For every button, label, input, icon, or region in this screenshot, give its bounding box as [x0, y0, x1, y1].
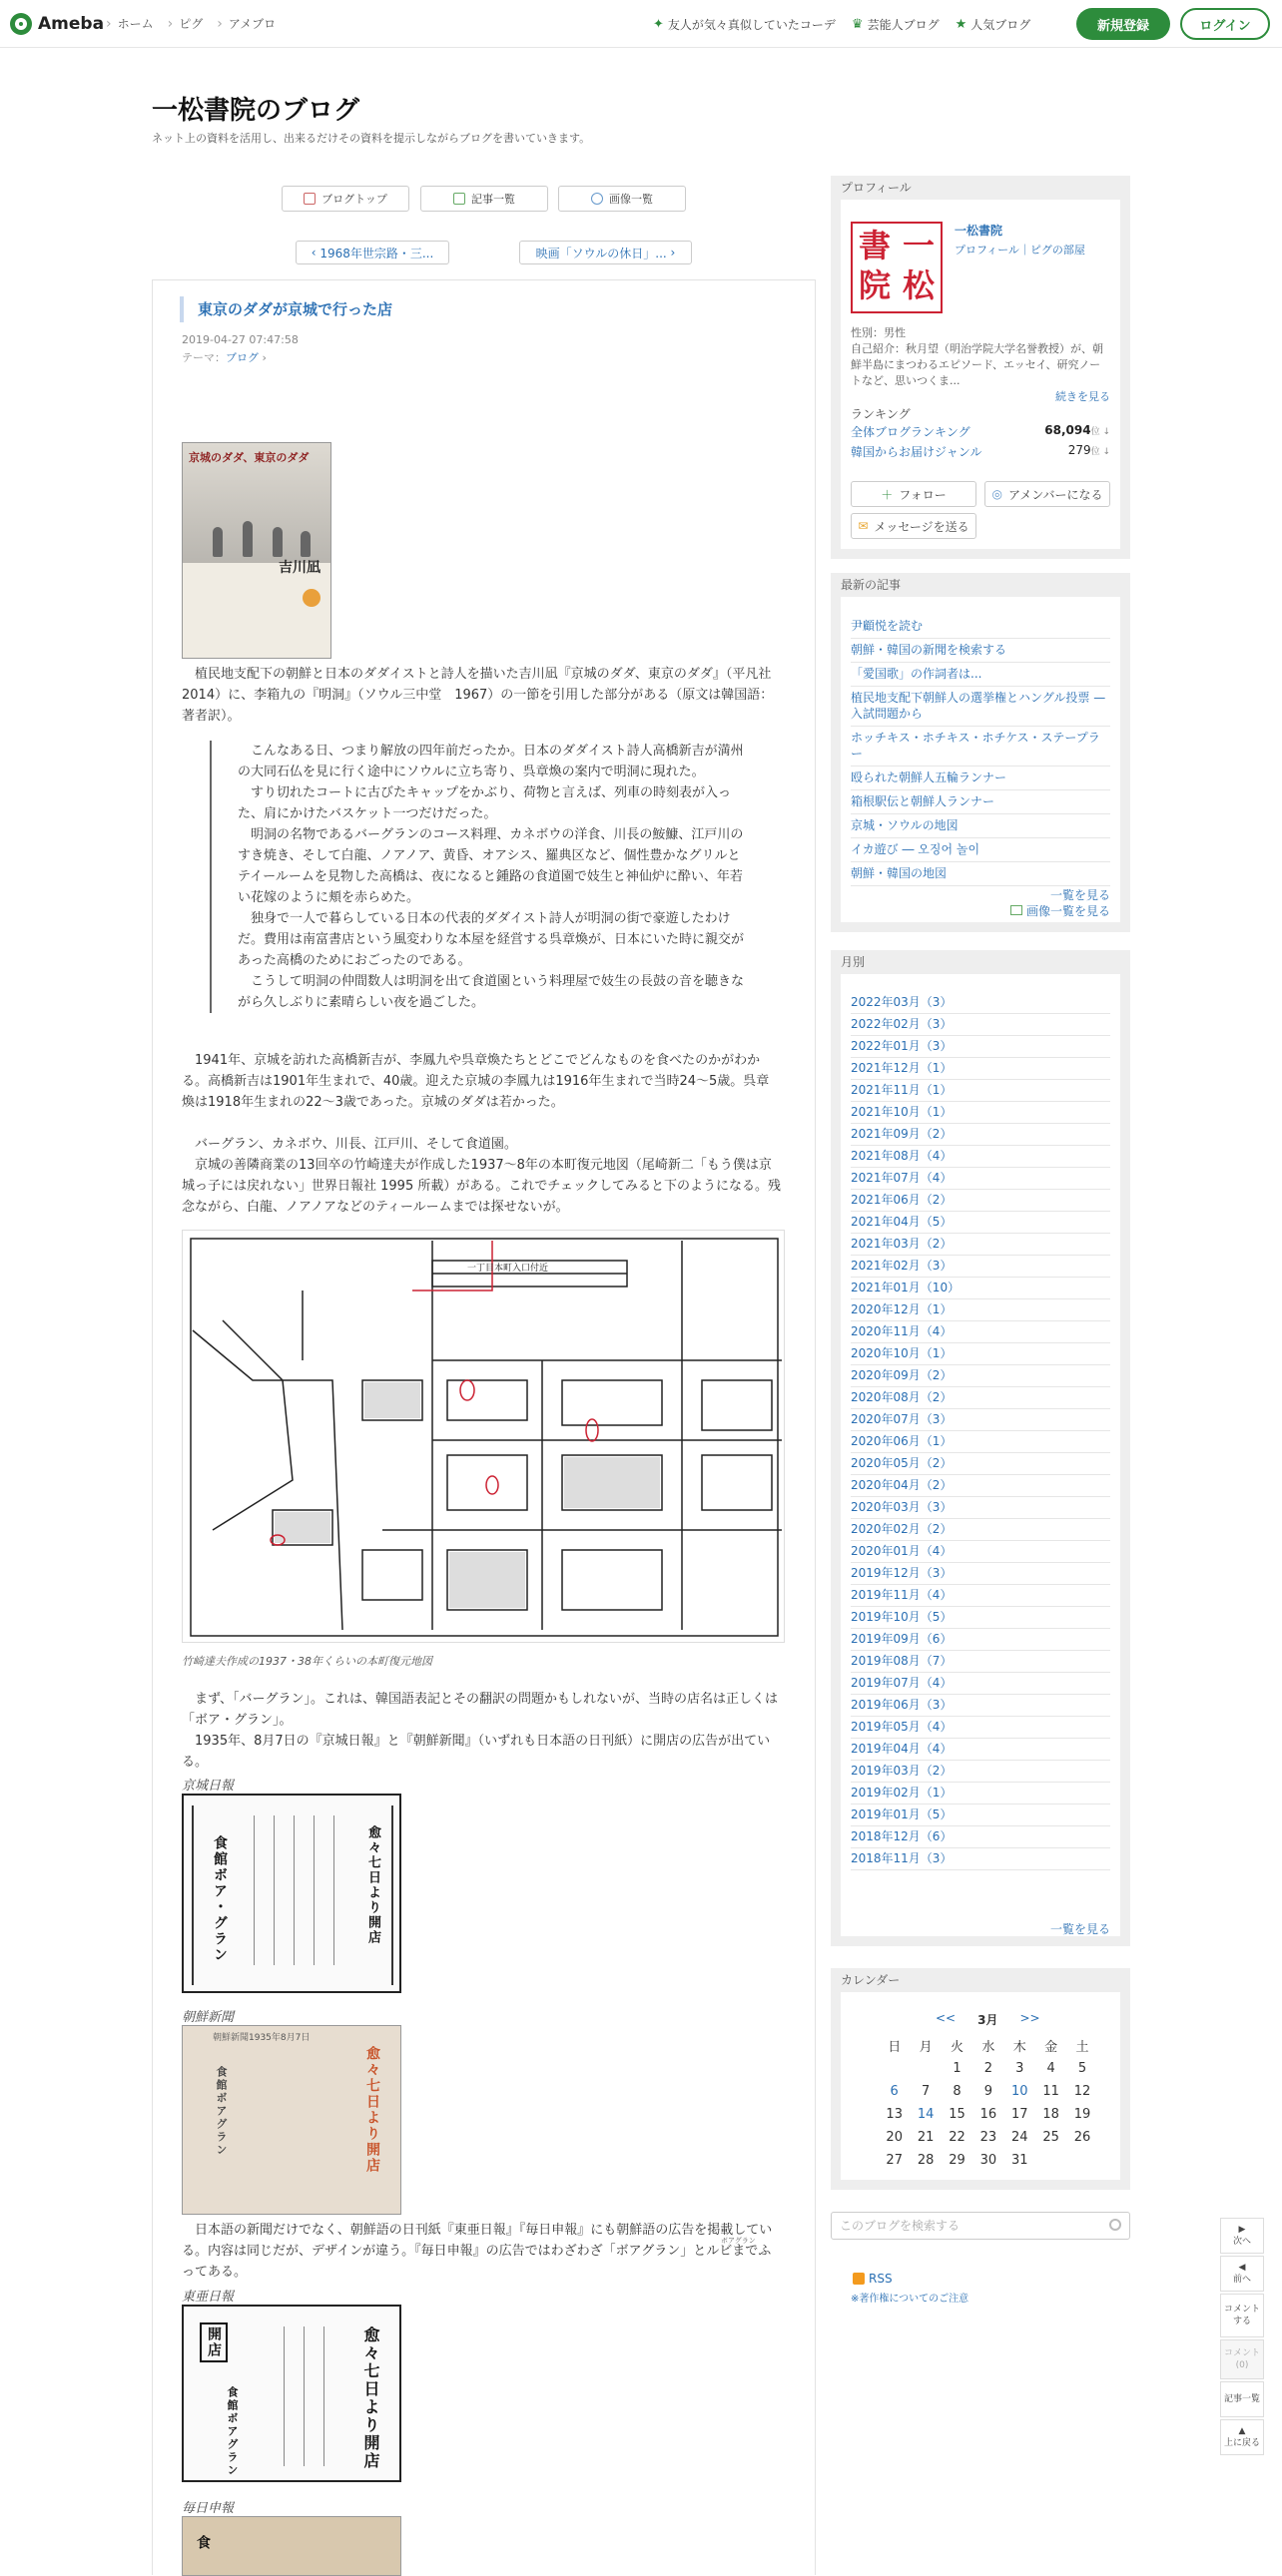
ruby-annotation: ボアグラン: [721, 2237, 756, 2245]
triangle-right-icon: ▶: [1238, 2225, 1246, 2235]
calendar-day: 22: [949, 2130, 965, 2145]
calendar-day: 17: [1010, 2107, 1028, 2122]
ad-text-line: [323, 2326, 324, 2466]
copyright-notice-link[interactable]: ※著作権についてのご注意: [851, 2294, 969, 2305]
calendar-day[interactable]: 10: [1010, 2084, 1028, 2099]
ad-border: [192, 1805, 194, 1985]
calendar-day: 16: [979, 2107, 997, 2122]
calendar-day: 29: [949, 2153, 965, 2168]
calendar-day: 8: [953, 2084, 962, 2099]
calendar-day: 31: [1010, 2153, 1028, 2168]
monthly-item[interactable]: 2019年08月（7）: [851, 1651, 1110, 1673]
calendar-day: 20: [886, 2130, 903, 2145]
triangle-up-icon: ▲: [1238, 2426, 1246, 2436]
rss-icon: [853, 2273, 865, 2285]
calendar-day: 4: [1046, 2061, 1055, 2076]
ad-opening: 愈々七日より開店: [361, 2326, 380, 2470]
recent-item[interactable]: 朝鮮・韓国の新聞を検索する: [851, 639, 1110, 663]
signup-button[interactable]: 新規登録: [1076, 8, 1170, 40]
monthly-item[interactable]: 2019年01月（5）: [851, 1804, 1110, 1826]
monthly-item[interactable]: 2021年01月（10）: [851, 1278, 1110, 1299]
calendar-header: カレンダー: [831, 1968, 1130, 1992]
monthly-item[interactable]: 2020年07月（3）: [851, 1409, 1110, 1431]
monthly-item[interactable]: 2022年01月（3）: [851, 1036, 1110, 1058]
honmachi-map-image[interactable]: [182, 1230, 785, 1643]
blog-title[interactable]: 一松書院のブログ: [152, 96, 360, 126]
float-prev-button[interactable]: ◀ 前へ: [1220, 2256, 1264, 2292]
ad-toa-ilbo-image[interactable]: [182, 2305, 401, 2482]
monthly-item[interactable]: 2021年10月（1）: [851, 1102, 1110, 1124]
monthly-item[interactable]: 2021年08月（4）: [851, 1146, 1110, 1168]
monthly-item[interactable]: 2019年03月（2）: [851, 1761, 1110, 1783]
image-icon: [1010, 905, 1022, 915]
calendar-weekday: 金: [1044, 2040, 1058, 2055]
recent-item[interactable]: 朝鮮・韓国の地図: [851, 862, 1110, 886]
envelope-icon: ✉: [858, 519, 869, 533]
float-next-button[interactable]: ▶ 次へ: [1220, 2218, 1264, 2254]
ad-shop-name: 食館ボア・グラン: [212, 1835, 228, 1963]
monthly-item[interactable]: 2021年02月（3）: [851, 1256, 1110, 1278]
monthly-item[interactable]: 2019年06月（3）: [851, 1695, 1110, 1717]
chevron-right-icon: ›: [259, 351, 267, 364]
triangle-left-icon: ◀: [1238, 2263, 1246, 2273]
figure-silhouette: [273, 527, 283, 557]
profile-name[interactable]: 一松書院: [955, 224, 1003, 238]
rss-link[interactable]: RSS: [853, 2272, 893, 2286]
sparkle-icon: ✦: [653, 17, 664, 32]
float-top-button[interactable]: ▲ 上に戻る: [1220, 2419, 1264, 2455]
entry-list-button[interactable]: 記事一覧: [420, 186, 548, 212]
calendar-nav: [936, 2011, 1040, 2028]
ranking-row-genre: 韓国からお届けジャンル 279位 ↓: [851, 443, 1110, 459]
paragraph-3: バーグラン、カネボウ、川長、江戸川、そして食道園。 京城の善隣商業の13回卒の竹崎達夫が作成した1937〜8年の本町復元地図（尾崎新二「もう僕は京城っ子には戻れない」世界日報社 1995 所載）がある。これでチェックしてみると下のようになる。残念ながら、白龍、ノアノアなどのティールームまでは探せないが。: [182, 1137, 781, 1215]
login-button[interactable]: ログイン: [1180, 8, 1270, 40]
calendar-weekday-row: [879, 2034, 1098, 2057]
monthly-item[interactable]: 2020年09月（2）: [851, 1365, 1110, 1387]
label-keijo-nippo: 京城日報: [182, 1779, 235, 1794]
global-nav: [106, 15, 276, 32]
topic-link-celebrity-blog[interactable]: ♛ 芸能人ブログ: [851, 17, 940, 32]
monthly-item[interactable]: 2019年12月（3）: [851, 1563, 1110, 1585]
monthly-item[interactable]: 2021年04月（5）: [851, 1212, 1110, 1234]
calendar-day: 27: [886, 2153, 903, 2168]
recent-item[interactable]: 「愛国歌」の作詞者は...: [851, 663, 1110, 687]
ad-open-mark: 開店: [200, 2322, 228, 2362]
article-theme: テーマ：ブログ ›: [182, 351, 267, 364]
book-author: 吉川凪: [279, 560, 320, 576]
profile-more-link[interactable]: 続きを見る: [1055, 390, 1110, 403]
monthly-item[interactable]: 2019年10月（5）: [851, 1607, 1110, 1629]
image-list-button[interactable]: 画像一覧: [558, 186, 686, 212]
topic-link-popular-blog[interactable]: ★ 人気ブログ: [955, 17, 1031, 32]
blog-top-icon: [304, 193, 316, 205]
paragraph-4: まず、「バーグラン」。これは、韓国語表記とその翻訳の問題かもしれないが、当時の店名は正しくは「ボア・グラン」。 1935年、8月7日の『京城日報』と『朝鮮新聞』（いずれも日本語の日刊紙）に開店の広告が出ている。: [182, 1692, 778, 1770]
calendar-weekday: 木: [1012, 2040, 1026, 2055]
label-chosen-shinbun: 朝鮮新聞: [182, 2010, 235, 2025]
recent-list: [851, 615, 1110, 886]
figure-silhouette: [213, 527, 223, 557]
ad-chosen-shinbun-image[interactable]: [182, 2025, 401, 2215]
calendar-day: 28: [917, 2153, 935, 2168]
monthly-list: [851, 992, 1110, 1870]
ad-text-line: [333, 1815, 334, 1965]
ad-text-line: [294, 1815, 295, 1965]
book-cover-image[interactable]: [182, 442, 331, 659]
ad-opening: 愈々七日より開店: [365, 1825, 380, 1945]
calendar-day[interactable]: 6: [890, 2084, 899, 2099]
monthly-item[interactable]: 2020年12月（1）: [851, 1299, 1110, 1321]
blockquote: こんなある日、つまり解放の四年前だったか。日本のダダイスト詩人高橋新吉が満州の大同石仏を見に行く途中にソウルに立ち寄り、呉章煥の案内で明洞に現れた。 すり切れたコートに古びたキャップをかぶり、荷物と言えば、列車の時刻表が入った、肩にかけたバスケット一つだけだった。 明洞の名物であるバーグランのコース料理、カネボウの洋食、川長の鮟鱇、江戸川のすき焼き、そして白龍、ノアノア、黄昏、オアシス、羅典区など、個性豊かなグリルとテイールームを見物した高橋は、夜になると鍾路の食道園で妓生と神仙炉に酔い、年若い花嫁のように頬を赤らめた。 独身で一人で暮らしている日本の代表的ダダイスト詩人が明洞の街で豪遊したわけだ。費用は南富書店という風変わりな本屋を経営する呉章煥が、日本にいた時に親交があった高橋のためにおごったのである。 こうして明洞の仲間数人は明洞を出て食道園という料理屋で妓生の長鼓の音を聴きながら久しぶりに素晴らしい夜を過ごした。: [210, 741, 749, 1013]
monthly-item[interactable]: 2020年03月（3）: [851, 1497, 1110, 1519]
message-button[interactable]: ✉ メッセージを送る: [851, 513, 976, 539]
calendar-prev-link[interactable]: <<: [936, 2011, 957, 2025]
monthly-item[interactable]: 2018年11月（3）: [851, 1848, 1110, 1870]
ad-opening: 愈々七日より開店: [364, 2046, 380, 2174]
ameba-logo[interactable]: Ameba: [10, 10, 104, 38]
calendar-weekday: 土: [1075, 2040, 1089, 2055]
ad-text-line: [314, 1815, 315, 1965]
monthly-item[interactable]: 2020年10月（1）: [851, 1343, 1110, 1365]
calendar-day: 21: [917, 2130, 935, 2145]
calendar-day: 30: [979, 2153, 997, 2168]
nav-ameblo[interactable]: › アメブロ: [217, 15, 276, 32]
calendar-day: 3: [1015, 2061, 1024, 2076]
calendar-month: 3月: [977, 2013, 998, 2027]
recent-item[interactable]: 箱根駅伝と朝鮮人ランナー: [851, 790, 1110, 814]
ad-keijo-nippo-image[interactable]: [182, 1794, 401, 1993]
recent-item[interactable]: 植民地支配下朝鮮人の選挙権とハングル投票 — 入試問題から: [851, 687, 1110, 727]
figure-silhouette: [243, 521, 253, 557]
recent-item[interactable]: 殴られた朝鮮人五輪ランナー: [851, 767, 1110, 790]
search-icon[interactable]: [1109, 2219, 1121, 2231]
monthly-item[interactable]: 2021年12月（1）: [851, 1058, 1110, 1080]
article-title[interactable]: 東京のダダが京城で行った店: [180, 296, 392, 322]
monthly-item[interactable]: 2022年03月（3）: [851, 992, 1110, 1014]
calendar-day: 11: [1042, 2084, 1059, 2099]
ad-text-line: [274, 1815, 275, 1965]
monthly-item[interactable]: 2021年03月（2）: [851, 1234, 1110, 1256]
article-date: 2019-04-27 07:47:58: [182, 333, 299, 346]
calendar-day: 5: [1077, 2061, 1087, 2076]
monthly-item[interactable]: 2020年05月（2）: [851, 1453, 1110, 1475]
profile-links[interactable]: プロフィール｜ピグの部屋: [955, 244, 1085, 257]
cover-lower: [183, 563, 331, 659]
monthly-item[interactable]: 2019年11月（4）: [851, 1585, 1110, 1607]
map-caption: 竹崎達夫作成の1937・38年くらいの本町復元地図: [182, 1655, 432, 1668]
ad-text-line: [304, 2326, 305, 2466]
monthly-item[interactable]: 2018年12月（6）: [851, 1826, 1110, 1848]
monthly-item[interactable]: 2022年02月（3）: [851, 1014, 1110, 1036]
calendar-day: 25: [1042, 2130, 1059, 2145]
map-title-label: 一丁目本町入口付近: [467, 1264, 549, 1274]
global-header: [0, 0, 1282, 48]
nav-pigg[interactable]: › ピグ: [168, 15, 204, 32]
ad-maeil-sinbo-image[interactable]: [182, 2516, 401, 2576]
monthly-item[interactable]: 2020年04月（2）: [851, 1475, 1110, 1497]
monthly-item[interactable]: 2020年06月（1）: [851, 1431, 1110, 1453]
monthly-item[interactable]: 2020年11月（4）: [851, 1321, 1110, 1343]
profile-text: 性別：男性 自己紹介：秋月望（明治学院大学名誉教授）が、朝鮮半島にまつわるエピソード、エッセイ、研究ノートなど、思いつくま... 続きを見る: [851, 326, 1110, 403]
prev-entry-link[interactable]: ‹ 1968年世宗路・三...: [296, 241, 449, 264]
blog-search-input[interactable]: このブログを検索する: [831, 2212, 1130, 2240]
calendar-grid: [879, 2034, 1098, 2172]
recent-header: 最新の記事: [831, 573, 1130, 597]
monthly-more-link[interactable]: 一覧を見る: [1049, 1922, 1110, 1936]
recent-more-link[interactable]: 一覧を見る: [1049, 888, 1110, 902]
paragraph-5: 日本語の新聞だけでなく、朝鮮語の日刊紙『東亜日報』『毎日申報』にも朝鮮語の広告を掲載している。内容は同じだが、デザインが違う。『毎日申報』の広告ではわざわざ「ボアグラン」とルビまでふってある。: [182, 2223, 773, 2280]
chevron-right-icon: ›: [666, 246, 676, 259]
ad-shop-name: 食館ボアグラン: [215, 2066, 228, 2157]
calendar-week-row: [879, 2126, 1098, 2149]
entry-list-icon: [453, 193, 465, 205]
calendar-day: 9: [983, 2084, 992, 2099]
chevron-left-icon: ‹: [311, 246, 320, 259]
label-maeil-sinbo: 毎日申報: [182, 2501, 235, 2516]
float-comment-button[interactable]: コメントする: [1220, 2294, 1264, 2337]
star-icon: ★: [955, 17, 967, 32]
monthly-header: 月別: [831, 950, 1130, 974]
calendar-weekday: 日: [888, 2040, 902, 2055]
label-toa-ilbo: 東亜日報: [182, 2290, 235, 2305]
blog-top-button[interactable]: ブログトップ: [282, 186, 409, 212]
calendar-day[interactable]: 14: [917, 2107, 935, 2122]
calendar-day: 26: [1073, 2130, 1091, 2145]
amember-button[interactable]: ◎ アメンバーになる: [984, 481, 1110, 507]
monthly-item[interactable]: 2019年07月（4）: [851, 1673, 1110, 1695]
monthly-item[interactable]: 2020年02月（2）: [851, 1519, 1110, 1541]
monthly-item[interactable]: 2021年11月（1）: [851, 1080, 1110, 1102]
calendar-day: 15: [949, 2107, 965, 2122]
plus-icon: ＋: [881, 487, 894, 502]
paragraph-2: 1941年、京城を訪れた高橋新吉が、李鳳九や呉章煥たちとどこでどんなものを食べたのかがわかる。高橋新吉は1901年生まれで、40歳。迎えた京城の李鳳九は1916年生まれで当時24〜5歳。呉章煥は1918年生まれの22〜3歳であった。京城のダダは若かった。: [182, 1053, 770, 1110]
amember-icon: ◎: [991, 487, 1003, 501]
calendar-day: 12: [1073, 2084, 1091, 2099]
monthly-item[interactable]: 2021年07月（4）: [851, 1168, 1110, 1190]
ad-text-line: [254, 1815, 255, 1965]
book-title: 京城のダダ、東京のダダ: [189, 451, 310, 464]
ranking-header: ランキング: [851, 407, 911, 421]
calendar-next-link[interactable]: >>: [1019, 2011, 1040, 2025]
ad-text-line: [284, 2326, 285, 2466]
float-comment-count: コメント(0): [1220, 2339, 1264, 2379]
image-list-icon: [591, 193, 603, 205]
ranking-row-overall: 全体ブログランキング 68,094位 ↓: [851, 423, 1110, 439]
theme-link[interactable]: ブログ: [226, 351, 259, 364]
monthly-item[interactable]: 2021年09月（2）: [851, 1124, 1110, 1146]
avatar[interactable]: 一 松 書 院: [851, 222, 943, 313]
calendar-day: 18: [1042, 2107, 1059, 2122]
topic-nav: [653, 16, 1030, 33]
cover-seal-icon: [303, 589, 320, 607]
calendar-day: 7: [921, 2084, 931, 2099]
calendar-weekday: 水: [981, 2040, 995, 2055]
monthly-item[interactable]: 2021年06月（2）: [851, 1190, 1110, 1212]
calendar-weekday: 火: [950, 2040, 963, 2055]
recent-item[interactable]: ホッチキス・ホチキス・ホチケス・ステープラー: [851, 727, 1110, 767]
calendar-week-row: [879, 2149, 1098, 2172]
blog-description: ネット上の資料を活用し、出来るだけその資料を提示しながらブログを書いていきます。: [152, 132, 591, 145]
calendar-day: 19: [1073, 2107, 1091, 2122]
calendar-weekday: 月: [919, 2040, 933, 2055]
calendar-day: 24: [1010, 2130, 1028, 2145]
recent-item[interactable]: 京城・ソウルの地図: [851, 814, 1110, 838]
calendar-day: 13: [886, 2107, 903, 2122]
nav-home[interactable]: › ホーム: [106, 15, 154, 32]
figure-silhouette: [301, 531, 311, 557]
topic-link-coordinate[interactable]: ✦ 友人が気々真似していたコーデ: [653, 17, 836, 32]
ad-shop-name: 食館ボアグラン: [226, 2386, 239, 2477]
calendar-day: 23: [979, 2130, 997, 2145]
ad-date-caption: 朝鮮新聞1935年8月7日: [213, 2033, 311, 2043]
recent-item[interactable]: 尹顧悦を読む: [851, 615, 1110, 639]
monthly-item[interactable]: 2019年05月（4）: [851, 1717, 1110, 1739]
monthly-item[interactable]: 2019年02月（1）: [851, 1783, 1110, 1804]
calendar-day: 1: [953, 2061, 962, 2076]
ad-char: 食: [195, 2535, 211, 2551]
ameba-logo-icon: [10, 13, 32, 35]
crown-icon: ♛: [851, 17, 864, 32]
follow-button[interactable]: ＋ フォロー: [851, 481, 976, 507]
recent-item[interactable]: イカ遊び ― 오징어 놀이: [851, 838, 1110, 862]
monthly-item[interactable]: 2020年08月（2）: [851, 1387, 1110, 1409]
float-entry-list-button[interactable]: 記事一覧: [1220, 2381, 1264, 2417]
monthly-item[interactable]: 2019年04月（4）: [851, 1739, 1110, 1761]
image-list-more-link[interactable]: 画像一覧を見る: [851, 902, 1110, 919]
calendar-week-row: [879, 2103, 1098, 2126]
calendar-week-row: [879, 2057, 1098, 2080]
calendar-day: 2: [983, 2061, 992, 2076]
map-drawing: [183, 1231, 785, 1643]
profile-header: プロフィール: [831, 176, 1130, 200]
calendar-week-row: [879, 2080, 1098, 2103]
next-entry-link[interactable]: 映画「ソウルの休日」... ›: [519, 241, 692, 264]
ad-border: [391, 1805, 393, 1985]
monthly-item[interactable]: 2019年09月（6）: [851, 1629, 1110, 1651]
monthly-item[interactable]: 2020年01月（4）: [851, 1541, 1110, 1563]
paragraph-intro: 植民地支配下の朝鮮と日本のダダイストと詩人を描いた吉川凪『京城のダダ、東京のダダ』（平凡社 2014）に、李箱九の『明洞』（ソウル三中堂 1967）の一節を引用した部分がある（原文は韓国語：著者訳）。: [182, 667, 785, 724]
